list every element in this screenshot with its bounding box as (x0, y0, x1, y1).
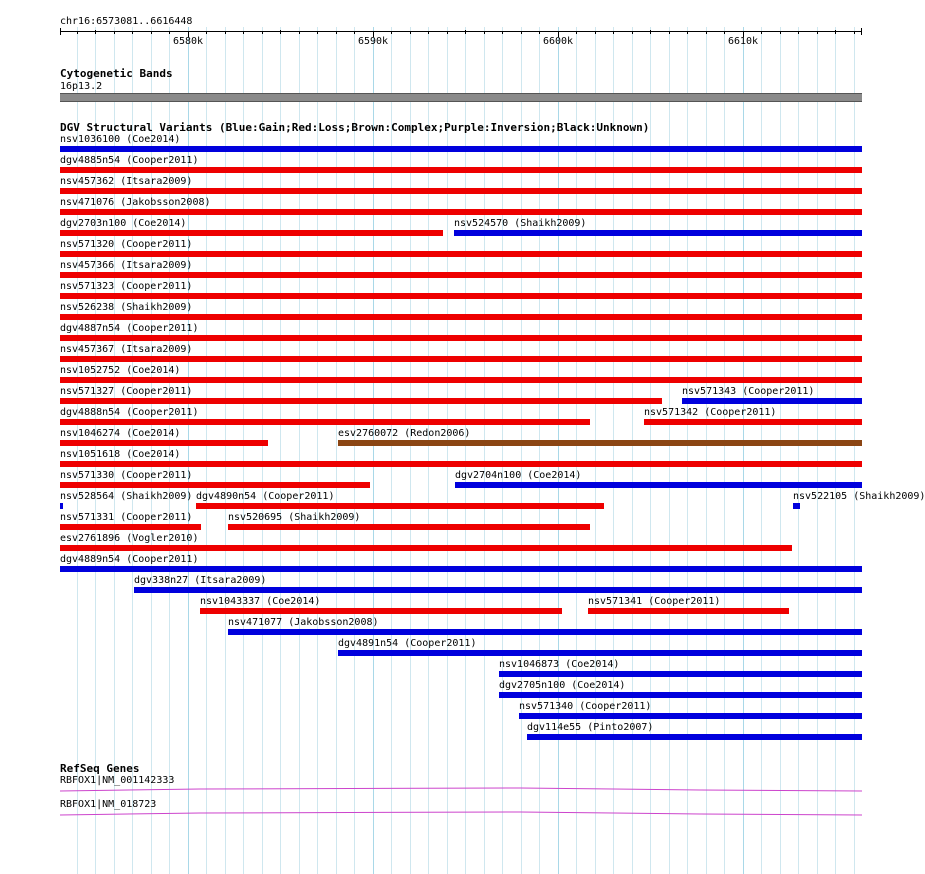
variant-label: nsv1051618 (Coe2014) (60, 449, 181, 460)
variant-label: nsv457366 (Itsara2009) (60, 260, 193, 271)
variant-label: dgv4888n54 (Cooper2011) (60, 407, 199, 418)
variant-label: dgv2703n100 (Coe2014) (60, 218, 187, 229)
refseq-track-title: RefSeq Genes (60, 762, 140, 775)
cytoband-label: 16p13.2 (60, 81, 103, 92)
variant-label: nsv524570 (Shaikh2009) (454, 218, 587, 229)
variant-label: dgv338n27 (Itsara2009) (134, 575, 267, 586)
gene-intron-line[interactable] (60, 812, 862, 815)
variant-label: nsv471076 (Jakobsson2008) (60, 197, 211, 208)
variant-label: nsv457367 (Itsara2009) (60, 344, 193, 355)
variant-label: dgv4887n54 (Cooper2011) (60, 323, 199, 334)
variant-label: nsv571320 (Cooper2011) (60, 239, 193, 250)
region-label: chr16:6573081..6616448 (60, 16, 193, 27)
variant-label: nsv571330 (Cooper2011) (60, 470, 193, 481)
variant-label: nsv571341 (Cooper2011) (588, 596, 721, 607)
variant-label: nsv1036100 (Coe2014) (60, 134, 181, 145)
variant-label: dgv2704n100 (Coe2014) (455, 470, 582, 481)
variant-label: nsv1046873 (Coe2014) (499, 659, 620, 670)
variant-label: nsv522105 (Shaikh2009) (793, 491, 925, 502)
variant-label: dgv4885n54 (Cooper2011) (60, 155, 199, 166)
variant-label: nsv528564 (Shaikh2009) (60, 491, 193, 502)
gene-label: RBFOX1|NM_001142333 (60, 775, 175, 786)
variant-label: nsv571323 (Cooper2011) (60, 281, 193, 292)
variant-label: nsv571343 (Cooper2011) (682, 386, 815, 397)
variant-label: dgv4890n54 (Cooper2011) (196, 491, 335, 502)
variant-label: dgv4891n54 (Cooper2011) (338, 638, 477, 649)
ruler-tick-label: 6600k (542, 36, 574, 47)
variant-label: dgv2705n100 (Coe2014) (499, 680, 626, 691)
variant-label: dgv4889n54 (Cooper2011) (60, 554, 199, 565)
variant-label: nsv571327 (Cooper2011) (60, 386, 193, 397)
variant-label: nsv520695 (Shaikh2009) (228, 512, 361, 523)
variant-label: nsv571342 (Cooper2011) (644, 407, 777, 418)
variant-label: nsv1046274 (Coe2014) (60, 428, 181, 439)
gene-label: RBFOX1|NM_018723 (60, 799, 157, 810)
cytoband-track-title: Cytogenetic Bands (60, 67, 173, 80)
dgv-track-title: DGV Structural Variants (Blue:Gain;Red:Loss;Brown:Complex;Purple:Inversion;Black:Unknown) (60, 121, 650, 134)
variant-label: nsv1052752 (Coe2014) (60, 365, 181, 376)
variant-label: nsv571331 (Cooper2011) (60, 512, 193, 523)
ruler-tick-label: 6610k (727, 36, 759, 47)
ruler-tick-label: 6590k (357, 36, 389, 47)
variant-label: esv2760072 (Redon2006) (338, 428, 471, 439)
ruler-tick-label: 6580k (172, 36, 204, 47)
variant-label: nsv457362 (Itsara2009) (60, 176, 193, 187)
variant-label: nsv1043337 (Coe2014) (200, 596, 321, 607)
variant-label: nsv471077 (Jakobsson2008) (228, 617, 379, 628)
variant-label: nsv526238 (Shaikh2009) (60, 302, 193, 313)
variant-label: dgv114e55 (Pinto2007) (527, 722, 654, 733)
variant-label: esv2761896 (Vogler2010) (60, 533, 199, 544)
variant-label: nsv571340 (Cooper2011) (519, 701, 652, 712)
